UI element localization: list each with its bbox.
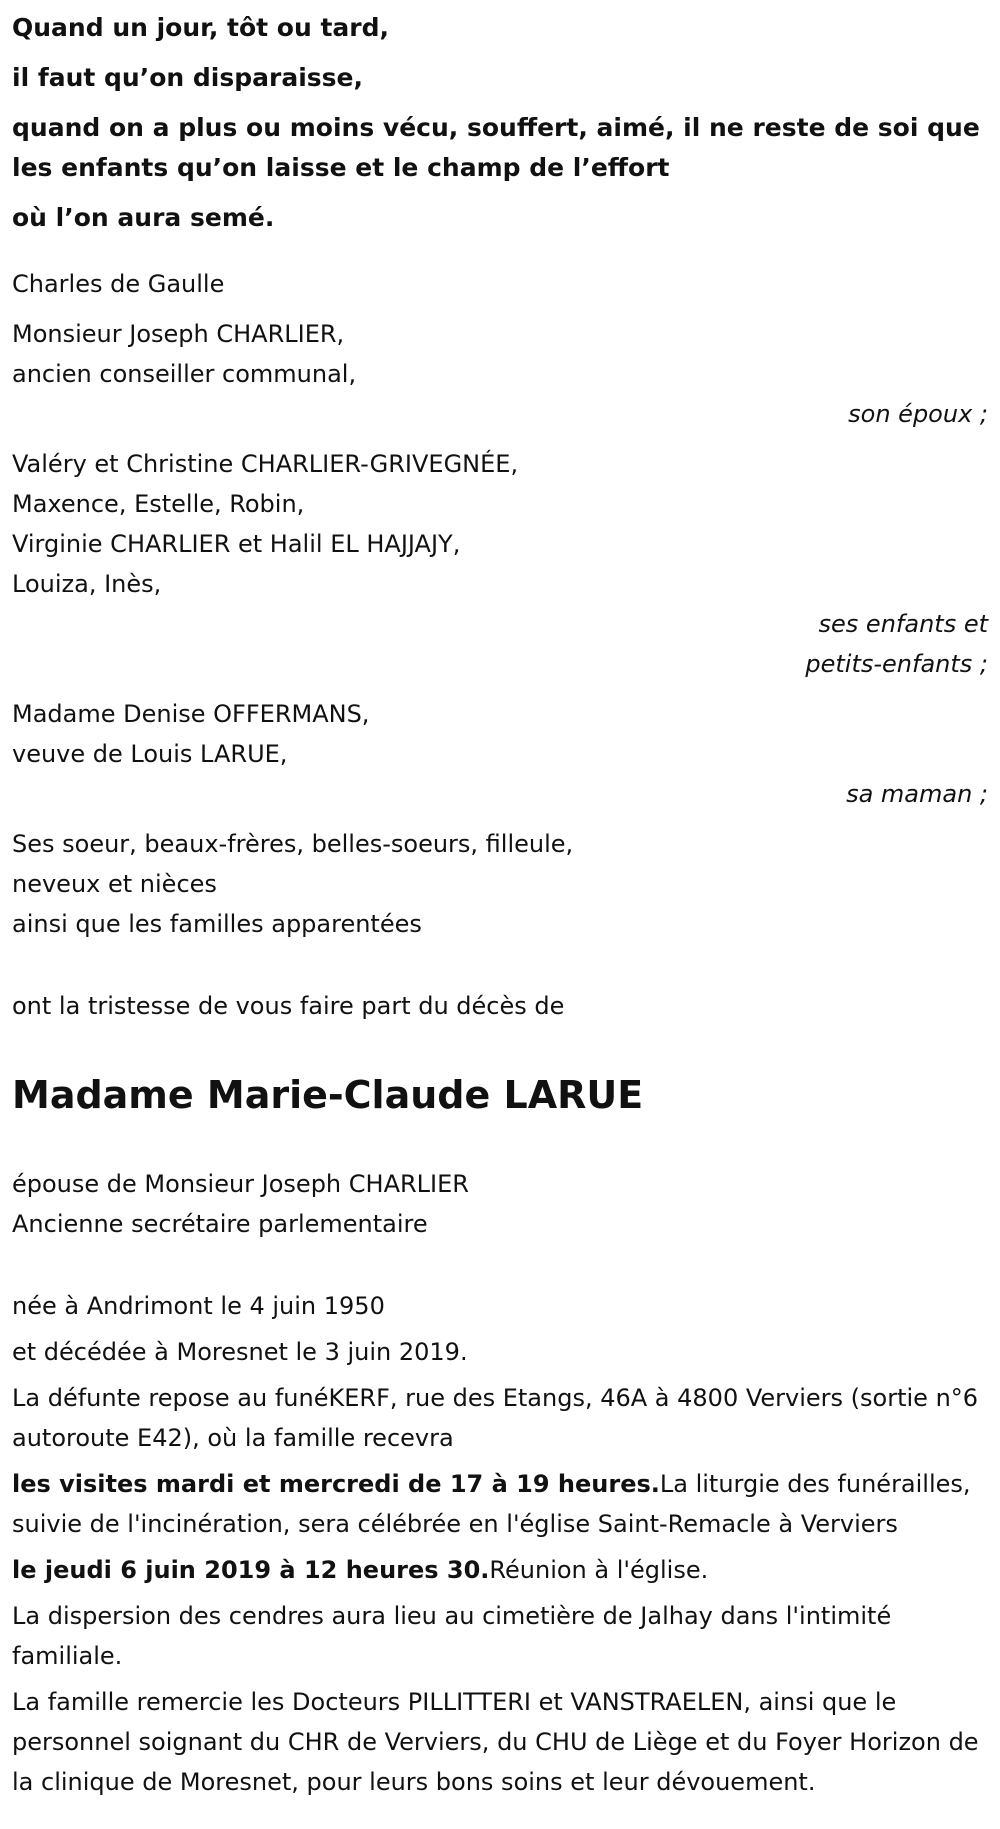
poem-line: quand on a plus ou moins vécu, souffert, aimé, il ne reste de soi que les enfants qu’on laisse et le champ de l’effort — [12, 113, 980, 182]
death-info: et décédée à Moresnet le 3 juin 2019. — [12, 1338, 468, 1366]
ceremony-bold: le jeudi 6 juin 2019 à 12 heures 30. — [12, 1556, 490, 1584]
mother-relation: sa maman ; — [846, 780, 988, 808]
spouse-relation: son époux ; — [848, 400, 988, 428]
poem-author: Charles de Gaulle — [12, 270, 225, 298]
others-line: ainsi que les familles apparentées — [12, 910, 422, 938]
mother-block — [12, 694, 988, 814]
children-relation-1: ses enfants et — [818, 610, 988, 638]
visits-rest: La liturgie des funérailles, suivie de l'incinération, sera célébrée en l'église Saint-Remacle à Verviers — [12, 1470, 971, 1538]
spouse-title: ancien conseiller communal, — [12, 360, 357, 388]
detail-line: Ancienne secrétaire parlementaire — [12, 1210, 428, 1238]
ceremony-rest: Réunion à l'église. — [489, 1556, 709, 1584]
others-line: neveux et nièces — [12, 870, 217, 898]
poem-line: où l’on aura semé. — [12, 203, 275, 232]
poem-line: il faut qu’on disparaisse, — [12, 63, 364, 92]
mother-name: Madame Denise OFFERMANS, — [12, 700, 370, 728]
deceased-name: Madame Marie-Claude LARUE — [12, 1073, 644, 1117]
repose-info: La défunte repose au funéKERF, rue des Etangs, 46A à 4800 Verviers (sortie n°6 autoroute E42), où la famille recevra — [12, 1384, 979, 1452]
child-line: Louiza, Inès, — [12, 570, 162, 598]
birth-info: née à Andrimont le 4 juin 1950 — [12, 1292, 385, 1320]
mother-widow: veuve de Louis LARUE, — [12, 740, 288, 768]
dispersion-info: La dispersion des cendres aura lieu au cimetière de Jalhay dans l'intimité familiale. — [12, 1602, 892, 1670]
poem — [12, 8, 988, 238]
poem-line: Quand un jour, tôt ou tard, — [12, 13, 390, 42]
visits-bold: les visites mardi et mercredi de 17 à 19 heures. — [12, 1470, 660, 1498]
announcement: ont la tristesse de vous faire part du décès de — [12, 992, 565, 1020]
child-line: Maxence, Estelle, Robin, — [12, 490, 305, 518]
others-block — [12, 824, 988, 944]
spouse-name: Monsieur Joseph CHARLIER, — [12, 320, 345, 348]
detail-line: épouse de Monsieur Joseph CHARLIER — [12, 1170, 469, 1198]
deceased-details — [12, 1164, 988, 1244]
thanks-info: La famille remercie les Docteurs PILLITTERI et VANSTRAELEN, ainsi que le personnel soignant du CHR de Verviers, du CHU de Liège et du Foyer Horizon de la clinique de Moresnet, pour leurs bons soins et leur dévouement. — [12, 1688, 979, 1796]
children-relation-2: petits-enfants ; — [805, 650, 988, 678]
visits-info — [12, 1464, 988, 1544]
spouse-block — [12, 314, 988, 434]
others-line: Ses soeur, beaux-frères, belles-soeurs, filleule, — [12, 830, 574, 858]
child-line: Valéry et Christine CHARLIER-GRIVEGNÉE, — [12, 450, 519, 478]
child-line: Virginie CHARLIER et Halil EL HAJJAJY, — [12, 530, 461, 558]
children-block — [12, 444, 988, 684]
ceremony-info — [12, 1550, 988, 1590]
